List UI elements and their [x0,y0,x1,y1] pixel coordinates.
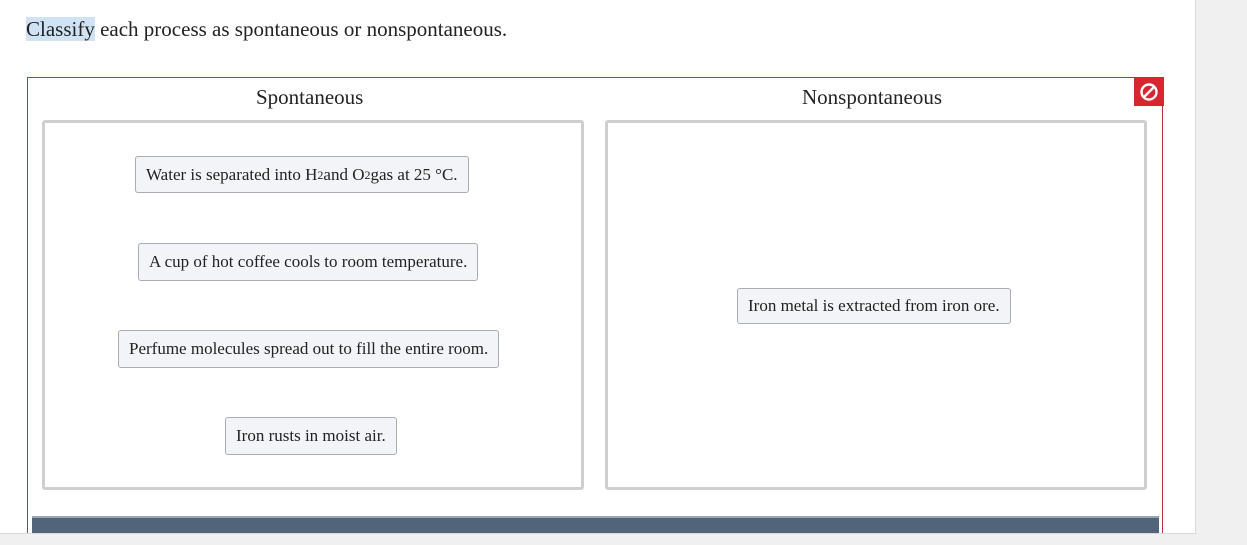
reset-button[interactable] [1134,77,1164,106]
reset-no-icon [1139,82,1159,102]
answer-chip-iron-extracted[interactable]: Iron metal is extracted from iron ore. [737,288,1011,324]
question-text: each process as spontaneous or nonspontaneous. [94,17,508,41]
answer-chip-water-separation[interactable]: Water is separated into H 2 and O 2 gas at 25 °C. [135,156,469,193]
nonspontaneous-drop-zone[interactable] [605,120,1147,490]
nonspontaneous-heading: Nonspontaneous [802,85,942,109]
question-prompt [26,14,507,44]
spontaneous-heading: Spontaneous [256,85,364,109]
spontaneous-drop-zone[interactable] [42,120,584,490]
bottom-toolbar [32,516,1159,534]
answer-chip-iron-rusts[interactable]: Iron rusts in moist air. [225,417,397,455]
selected-word: Classify [26,17,95,41]
answer-chip-coffee-cools[interactable]: A cup of hot coffee cools to room temperature. [138,243,478,281]
answer-chip-perfume-spreads[interactable]: Perfume molecules spread out to fill the entire room. [118,330,499,368]
